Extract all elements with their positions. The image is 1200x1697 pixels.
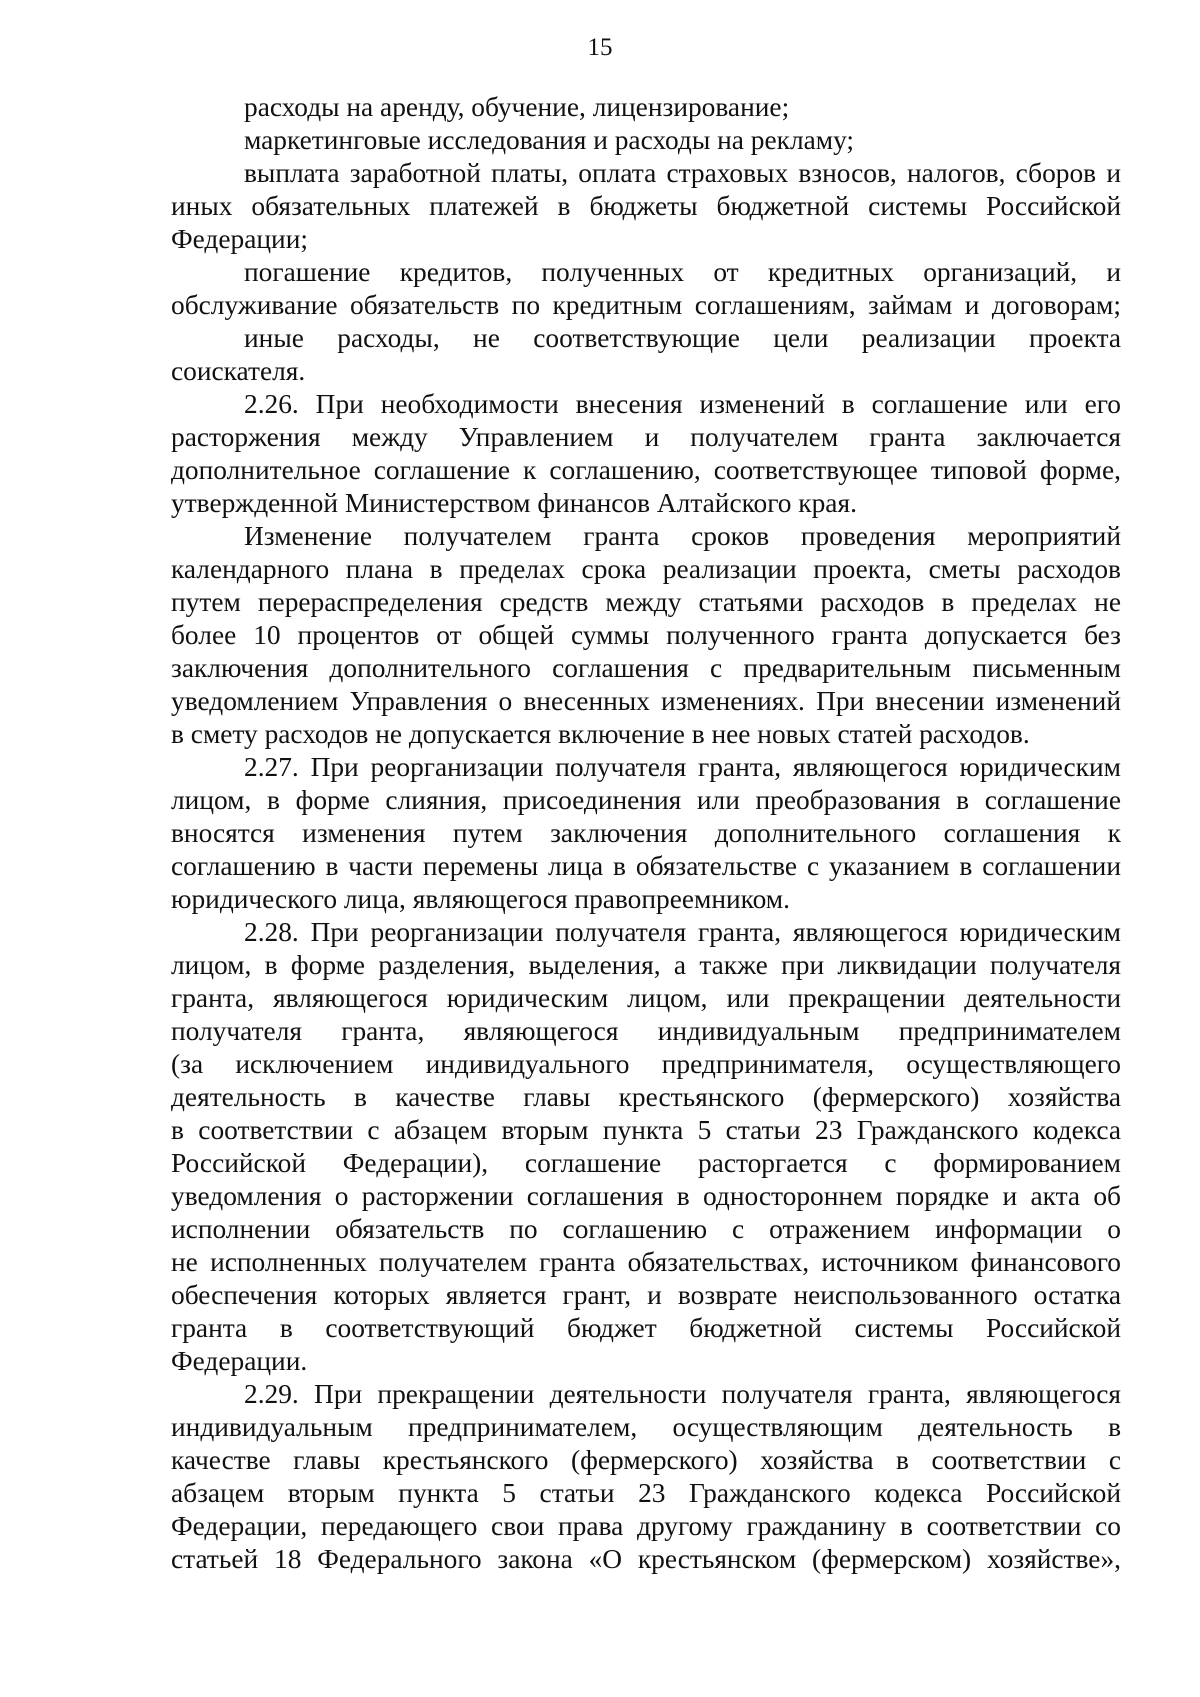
text-line: вносятся изменения путем заключения дополнительного соглашения к [171, 818, 1121, 848]
text-line: гранта, являющегося юридическим лицом, или прекращении деятельности [171, 983, 1121, 1013]
text-line: 2.26. При необходимости внесения изменений в соглашение или его [244, 389, 1121, 419]
text-line: Федерации. [171, 1346, 308, 1376]
text-line: качестве главы крестьянского (фермерского) хозяйства в соответствии с [171, 1445, 1121, 1475]
text-line: Изменение получателем гранта сроков проведения мероприятий [244, 521, 1121, 551]
text-line: 2.28. При реорганизации получателя гранта, являющегося юридическим [244, 917, 1121, 947]
text-line: иные расходы, не соответствующие цели реализации проекта [244, 323, 1121, 353]
text-line: утвержденной Министерством финансов Алтайского края. [171, 488, 857, 518]
text-line: 2.29. При прекращении деятельности получателя гранта, являющегося [244, 1379, 1121, 1409]
text-line: уведомлением Управления о внесенных изменениях. При внесении изменений [171, 686, 1121, 716]
text-line: расходы на аренду, обучение, лицензирование; [244, 92, 790, 122]
text-line: индивидуальным предпринимателем, осуществляющим деятельность в [171, 1412, 1121, 1442]
text-line: выплата заработной платы, оплата страховых взносов, налогов, сборов и [244, 158, 1121, 188]
text-line: 2.27. При реорганизации получателя гранта, являющегося юридическим [244, 752, 1121, 782]
text-line: календарного плана в пределах срока реализации проекта, сметы расходов [171, 554, 1121, 584]
text-line: юридического лица, являющегося правопреемником. [171, 884, 790, 914]
text-line: дополнительное соглашение к соглашению, соответствующее типовой форме, [171, 455, 1121, 485]
text-line: Российской Федерации), соглашение расторгается с формированием [171, 1148, 1121, 1178]
text-line: получателя гранта, являющегося индивидуальным предпринимателем [171, 1016, 1121, 1046]
text-line: исполнении обязательств по соглашению с отражением информации о [171, 1214, 1121, 1244]
text-line: более 10 процентов от общей суммы полученного гранта допускается без [171, 620, 1121, 650]
text-line: заключения дополнительного соглашения с предварительным письменным [171, 653, 1121, 683]
text-line: лицом, в форме разделения, выделения, а также при ликвидации получателя [171, 950, 1121, 980]
document-body [171, 91, 1121, 1576]
text-line: погашение кредитов, полученных от кредитных организаций, и [244, 257, 1121, 287]
text-line: в смету расходов не допускается включение в нее новых статей расходов. [171, 719, 1030, 749]
text-line: лицом, в форме слияния, присоединения или преобразования в соглашение [171, 785, 1121, 815]
text-line: деятельность в качестве главы крестьянского (фермерского) хозяйства [171, 1082, 1121, 1112]
text-line: расторжения между Управлением и получателем гранта заключается [171, 422, 1121, 452]
text-line: в соответствии с абзацем вторым пункта 5 статьи 23 Гражданского кодекса [171, 1115, 1121, 1145]
text-line: Федерации, передающего свои права другому гражданину в соответствии со [171, 1511, 1121, 1541]
text-line: соискателя. [171, 356, 306, 386]
text-line: статьей 18 Федерального закона «О крестьянском (фермерском) хозяйстве», [171, 1544, 1121, 1574]
text-line: обслуживание обязательств по кредитным соглашениям, займам и договорам; [171, 290, 1121, 320]
text-line: гранта в соответствующий бюджет бюджетной системы Российской [171, 1313, 1121, 1343]
text-line: путем перераспределения средств между статьями расходов в пределах не [171, 587, 1121, 617]
text-line: абзацем вторым пункта 5 статьи 23 Гражданского кодекса Российской [171, 1478, 1121, 1508]
text-line: Федерации; [171, 224, 308, 254]
text-line: обеспечения которых является грант, и возврате неиспользованного остатка [171, 1280, 1121, 1310]
text-line: (за исключением индивидуального предпринимателя, осуществляющего [171, 1049, 1121, 1079]
text-line: иных обязательных платежей в бюджеты бюджетной системы Российской [171, 191, 1121, 221]
text-line: уведомления о расторжении соглашения в одностороннем порядке и акта об [171, 1181, 1121, 1211]
text-line: соглашению в части перемены лица в обязательстве с указанием в соглашении [171, 851, 1121, 881]
text-line: маркетинговые исследования и расходы на рекламу; [244, 125, 855, 155]
text-line: не исполненных получателем гранта обязательствах, источником финансового [171, 1247, 1121, 1277]
page-number: 15 [587, 34, 613, 61]
